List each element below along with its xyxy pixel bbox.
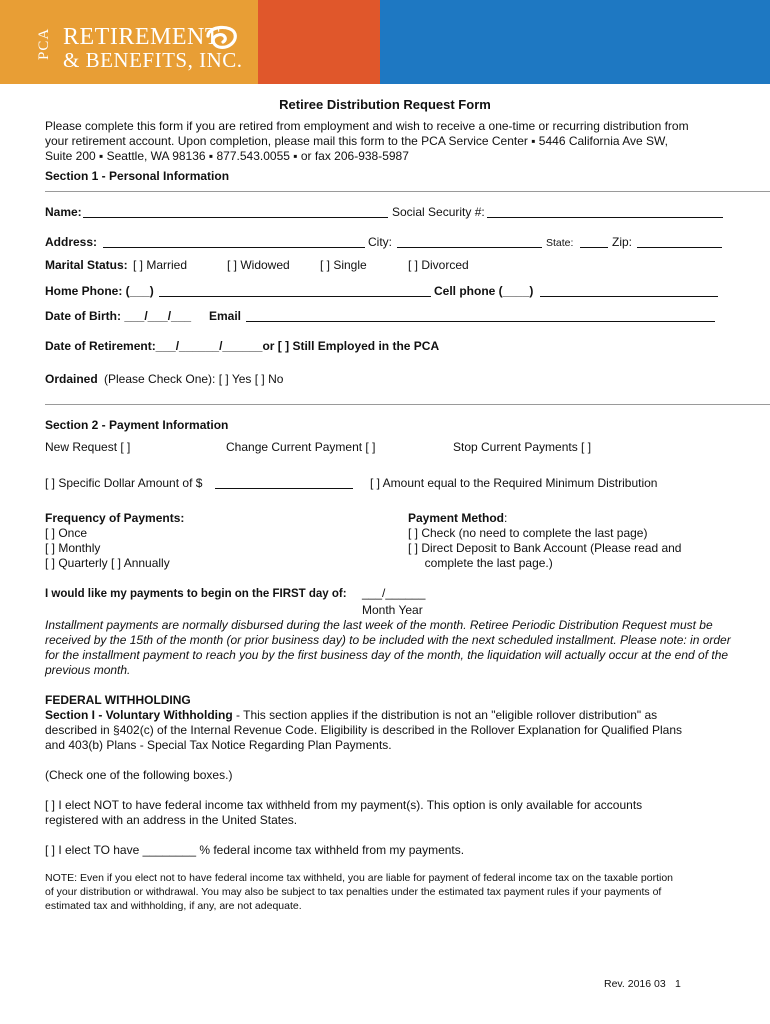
home-phone-label: Home Phone: (___) <box>45 284 154 298</box>
withholding-line-2: described in §402(c) of the Internal Revenue Code. Eligibility is described in the Rollover Explanation for Qualified Plans <box>45 723 683 737</box>
logo-benefits-text: & BENEFITS, INC. <box>63 48 243 72</box>
specific-dollar-option[interactable]: [ ] Specific Dollar Amount of $ <box>45 476 203 490</box>
marital-option-single[interactable]: [ ] Single <box>320 258 367 272</box>
intro-line-1: Please complete this form if you are retired from employment and wish to receive a one-time or recurring distribution from <box>45 119 689 133</box>
ssn-label: Social Security #: <box>392 205 485 219</box>
section-2-heading: Section 2 - Payment Information <box>45 418 229 432</box>
month-year-caption: Month Year <box>362 603 423 617</box>
section-2-divider <box>45 404 770 405</box>
form-title: Retiree Distribution Request Form <box>279 97 491 112</box>
section-1-divider <box>45 191 770 192</box>
address-label: Address: <box>45 235 98 249</box>
home-phone-field[interactable] <box>159 296 431 297</box>
stop-payments-option[interactable]: Stop Current Payments [ ] <box>453 440 592 454</box>
logo-pca-text: PCA <box>36 27 52 61</box>
name-field[interactable] <box>83 217 388 218</box>
ordained-options[interactable]: (Please Check One): [ ] Yes [ ] No <box>104 372 284 386</box>
begin-payments-label: I would like my payments to begin on the FIRST day of: <box>45 588 347 600</box>
method-direct-deposit[interactable]: [ ] Direct Deposit to Bank Account (Please read and <box>408 541 682 555</box>
marital-status-label: Marital Status: <box>45 258 128 272</box>
name-label: Name: <box>45 205 82 219</box>
header-banner <box>0 0 770 84</box>
rmd-option[interactable]: [ ] Amount equal to the Required Minimum Distribution <box>370 476 658 490</box>
payment-method-title: Payment Method <box>408 511 505 525</box>
method-check[interactable]: [ ] Check (no need to complete the last page) <box>408 526 648 540</box>
elect-not-option-cont: registered with an address in the United States. <box>45 813 298 827</box>
logo-retirement-text: RETIREMENT <box>63 24 220 50</box>
installment-note-line-1: Installment payments are normally disbursed during the last week of the month. Retiree Periodic Distribution Request must be <box>45 618 713 632</box>
header-red-panel <box>258 0 380 84</box>
intro-line-2: your retirement account. Upon completion, please mail this form to the PCA Service Center ▪ 5446 California Ave SW, <box>45 134 668 148</box>
installment-note-line-3: for the installment payment to reach you by the first business day of the month, the liquidation will actually occur at the end of the <box>45 648 729 662</box>
dollar-amount-field[interactable] <box>215 488 353 489</box>
note-line-1: NOTE: Even if you elect not to have federal income tax withheld, you are liable for payment of federal income tax on the taxable portion <box>45 872 674 884</box>
intro-line-3: Suite 200 ▪ Seattle, WA 98136 ▪ 877.543.0055 ▪ or fax 206-938-5987 <box>45 149 409 163</box>
marital-option-divorced[interactable]: [ ] Divorced <box>408 258 469 272</box>
voluntary-withholding-text: - This section applies if the distribution is not an "eligible rollover distribution" as <box>232 708 658 722</box>
frequency-once[interactable]: [ ] Once <box>45 526 88 540</box>
revision-label: Rev. 2016 03 <box>604 978 666 990</box>
payment-method-colon: : <box>504 511 508 525</box>
frequency-quarterly-annually[interactable]: [ ] Quarterly [ ] Annually <box>45 556 170 570</box>
cell-phone-field[interactable] <box>540 296 718 297</box>
note-line-3: estimated tax and withholding, if any, are not adequate. <box>45 900 302 912</box>
email-label: Email <box>209 309 242 323</box>
state-field[interactable] <box>580 247 608 248</box>
frequency-monthly[interactable]: [ ] Monthly <box>45 541 101 555</box>
ssn-field[interactable] <box>487 217 723 218</box>
state-label: State: <box>546 237 574 249</box>
marital-option-widowed[interactable]: [ ] Widowed <box>227 258 290 272</box>
header-blue-panel <box>380 0 770 84</box>
section-1-heading: Section 1 - Personal Information <box>45 169 230 183</box>
email-field[interactable] <box>246 321 715 322</box>
city-label: City: <box>368 235 392 249</box>
address-field[interactable] <box>103 247 365 248</box>
elect-to-option[interactable]: [ ] I elect TO have ________ % federal income tax withheld from my payments. <box>45 843 465 857</box>
check-one-instruction: (Check one of the following boxes.) <box>45 768 233 782</box>
change-payment-option[interactable]: Change Current Payment [ ] <box>226 440 376 454</box>
cell-phone-label: Cell phone (____) <box>434 284 534 298</box>
payment-method-heading <box>408 511 507 526</box>
zip-field[interactable] <box>637 247 722 248</box>
installment-note-line-4: previous month. <box>45 663 131 677</box>
marital-option-married[interactable]: [ ] Married <box>133 258 188 272</box>
voluntary-withholding-line <box>45 708 657 723</box>
new-request-option[interactable]: New Request [ ] <box>45 440 131 454</box>
method-direct-deposit-cont: complete the last page.) <box>408 556 553 570</box>
date-of-birth-label[interactable]: Date of Birth: ___/___/___ <box>45 309 192 323</box>
installment-note-line-2: received by the 15th of the month (or prior business day) to be included with the next scheduled installment. Please note: in order <box>45 633 731 647</box>
frequency-heading: Frequency of Payments: <box>45 511 185 525</box>
date-of-retirement-label[interactable]: Date of Retirement:___/______/______or [ ] Still Employed in the PCA <box>45 339 440 353</box>
withholding-line-3: and 403(b) Plans - Special Tax Notice Regarding Plan Payments. <box>45 738 392 752</box>
note-line-2: of your distribution or withdrawal. You may also be subject to tax penalties under the estimated tax payment rules if your payments of <box>45 886 662 898</box>
zip-label: Zip: <box>612 235 633 249</box>
city-field[interactable] <box>397 247 542 248</box>
ordained-label: Ordained <box>45 372 98 386</box>
begin-date-field[interactable]: ___/______ <box>362 586 426 600</box>
voluntary-withholding-title: Section I - Voluntary Withholding <box>45 708 233 722</box>
page-number: 1 <box>675 978 681 990</box>
swirl-mark-icon <box>202 22 240 52</box>
federal-withholding-heading: FEDERAL WITHHOLDING <box>45 693 191 707</box>
elect-not-option[interactable]: [ ] I elect NOT to have federal income tax withheld from my payment(s). This option is only available for accounts <box>45 798 643 812</box>
